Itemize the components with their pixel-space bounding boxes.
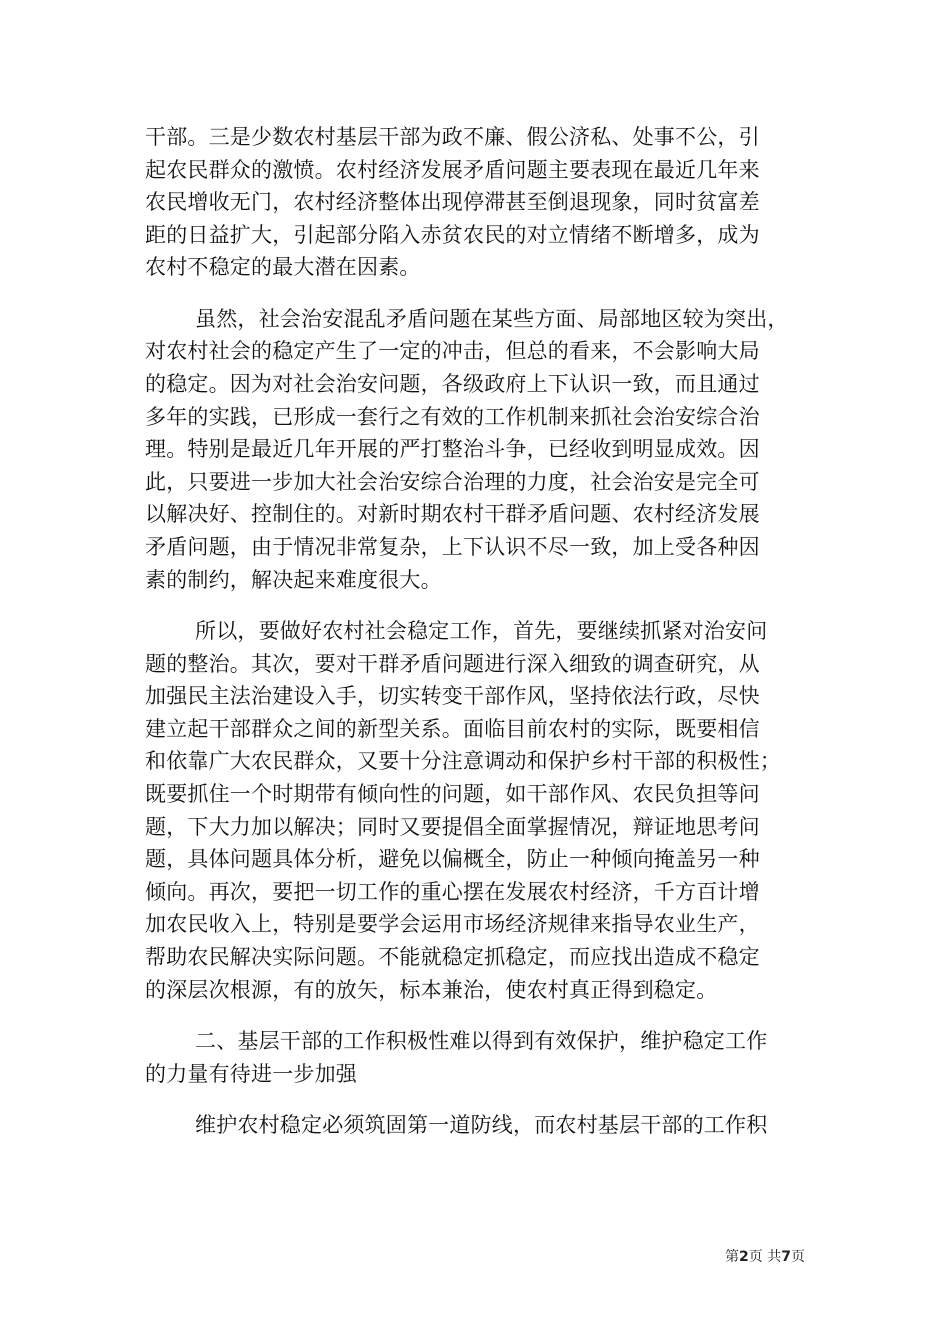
text-line: 农民增收无门，农村经济整体出现停滞甚至倒退现象，同时贫富差 — [145, 190, 760, 215]
text-line: 理。特别是最近几年开展的严打整治斗争，已经收到明显成效。因 — [145, 437, 760, 462]
text-line: 维护农村稳定必须筑固第一道防线，而农村基层干部的工作积 — [195, 1113, 768, 1138]
text-line: 的深层次根源，有的放矢，标本兼治，使农村真正得到稳定。 — [145, 977, 718, 1002]
footer-prefix: 第 — [725, 1249, 740, 1265]
text-line: 矛盾问题，由于情况非常复杂，上下认识不尽一致，加上受各种因 — [145, 535, 760, 560]
text-line: 倾向。再次，要把一切工作的重心摆在发展农村经济，千方百计增 — [145, 879, 760, 904]
text-line: 的稳定。因为对社会治安问题，各级政府上下认识一致，而且通过 — [145, 372, 760, 397]
paragraph-gap — [145, 1006, 805, 1025]
paragraph — [145, 1025, 805, 1090]
footer-suffix: 页 — [791, 1249, 805, 1265]
footer-middle: 页 共 — [748, 1249, 782, 1265]
text-line: 题，下大力加以解决；同时又要提倡全面掌握情况，辩证地思考问 — [145, 814, 760, 839]
body-text — [145, 121, 805, 1142]
text-line: 虽然，社会治安混乱矛盾问题在某些方面、局部地区较为突出， — [195, 306, 789, 331]
text-line: 多年的实践，已形成一套行之有效的工作机制来抓社会治安综合治 — [145, 404, 760, 429]
paragraph-gap — [145, 1090, 805, 1109]
paragraph-gap — [145, 284, 805, 303]
text-line: 加农民收入上，特别是要学会运用市场经济规律来指导农业生产， — [145, 912, 760, 937]
text-line: 既要抓住一个时期带有倾向性的问题，如干部作风、农民负担等问 — [145, 782, 760, 807]
paragraph — [145, 1109, 805, 1142]
text-line: 对农村社会的稳定产生了一定的冲击，但总的看来，不会影响大局 — [145, 339, 760, 364]
text-line: 帮助农民解决实际问题。不能就稳定抓稳定，而应找出造成不稳定 — [145, 945, 760, 970]
text-line: 二、基层干部的工作积极性难以得到有效保护，维护稳定工作 — [195, 1029, 768, 1054]
text-line: 此，只要进一步加大社会治安综合治理的力度，社会治安是完全可 — [145, 469, 760, 494]
text-line: 的力量有待进一步加强 — [145, 1061, 357, 1086]
text-line: 加强民主法治建设入手，切实转变干部作风，坚持依法行政，尽快 — [145, 684, 760, 709]
text-line: 和依靠广大农民群众，又要十分注意调动和保护乡村干部的积极性； — [145, 749, 781, 774]
page-footer — [0, 1246, 950, 1266]
text-line: 以解决好、控制住的。对新时期农村干群矛盾问题、农村经济发展 — [145, 502, 760, 527]
text-line: 题的整治。其次，要对干群矛盾问题进行深入细致的调查研究，从 — [145, 651, 760, 676]
text-line: 农村不稳定的最大潜在因素。 — [145, 255, 421, 280]
text-line: 距的日益扩大，引起部分陷入赤贫农民的对立情绪不断增多，成为 — [145, 222, 760, 247]
paragraph — [145, 303, 805, 596]
paragraph — [145, 615, 805, 1006]
total-page-count: 7 — [781, 1249, 791, 1265]
current-page-number: 2 — [739, 1249, 749, 1265]
paragraph-gap — [145, 596, 805, 615]
text-line: 起农民群众的激愤。农村经济发展矛盾问题主要表现在最近几年来 — [145, 157, 760, 182]
paragraph — [145, 121, 805, 284]
text-line: 建立起干部群众之间的新型关系。面临目前农村的实际，既要相信 — [145, 716, 760, 741]
text-line: 所以，要做好农村社会稳定工作，首先，要继续抓紧对治安问 — [195, 619, 768, 644]
text-line: 素的制约，解决起来难度很大。 — [145, 567, 442, 592]
text-line: 题，具体问题具体分析，避免以偏概全，防止一种倾向掩盖另一种 — [145, 847, 760, 872]
text-line: 干部。三是少数农村基层干部为政不廉、假公济私、处事不公，引 — [145, 125, 760, 149]
